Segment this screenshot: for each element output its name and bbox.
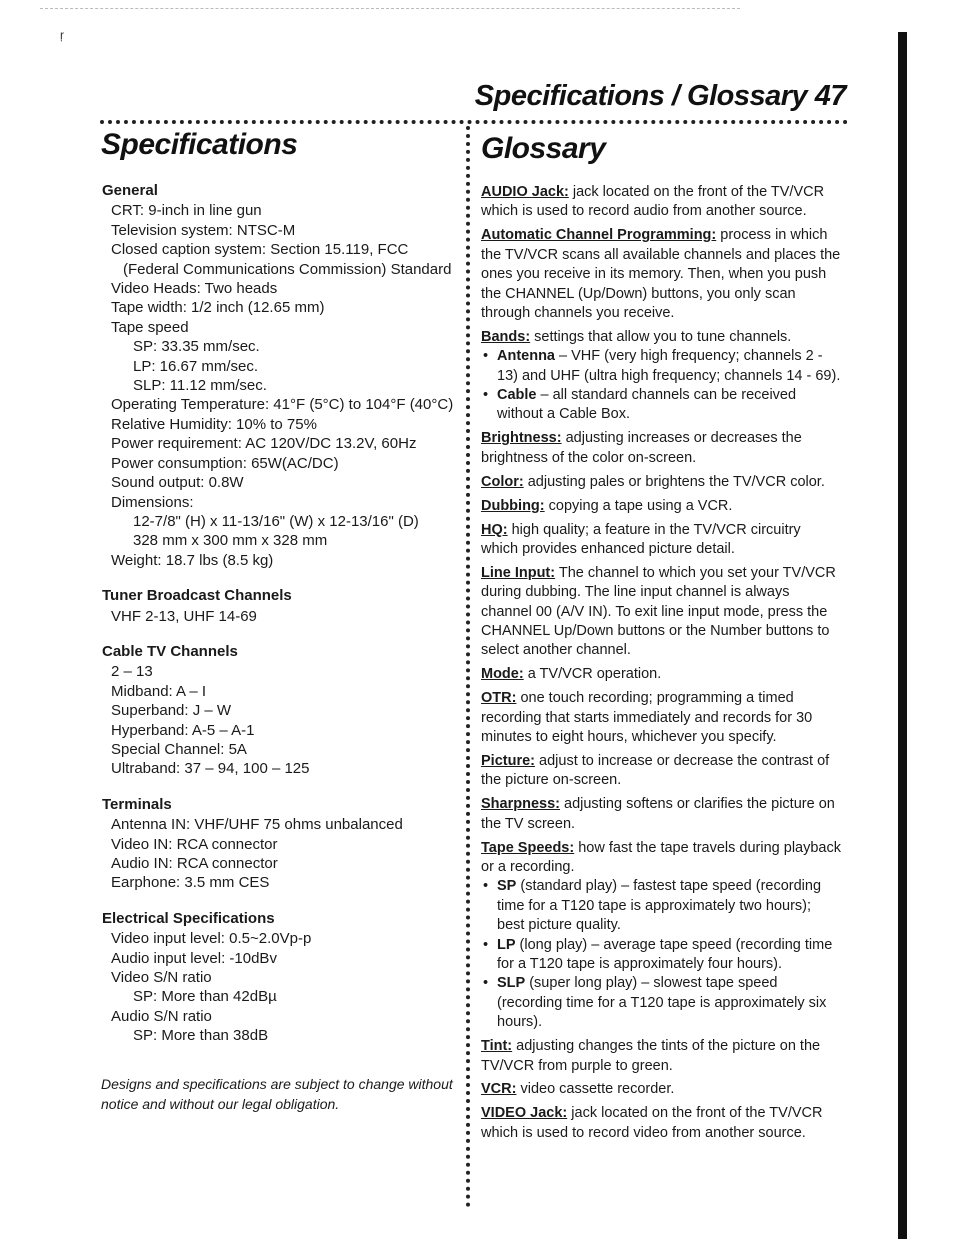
spec-line: SLP: 11.12 mm/sec.	[133, 377, 267, 395]
spec-line: CRT: 9-inch in line gun	[111, 202, 262, 220]
spec-line: Video IN: RCA connector	[111, 835, 278, 853]
spec-line: LP: 16.67 mm/sec.	[133, 357, 259, 375]
spec-line: SP: More than 38dB	[133, 1027, 269, 1045]
glossary-definition: jack located on the front of the TV/VCR which is used to record audio from another source.	[481, 184, 825, 220]
spec-group	[101, 642, 461, 779]
spec-line: Relative Humidity: 10% to 75%	[111, 415, 317, 433]
spec-line: Power consumption: 65W(AC/DC)	[111, 454, 339, 472]
glossary-term: HQ:	[481, 521, 508, 538]
spec-line: Closed caption system: Section 15.119, FCC	[111, 241, 409, 259]
header-dotted-rule	[100, 120, 848, 124]
specifications-disclaimer: Designs and specifications are subject to change without notice and without our legal obligation.	[101, 1076, 453, 1112]
glossary-subitem-text: – VHF (very high frequency; channels 2 - 13) and UHF (ultra high frequency; channels 14 - 69).	[497, 348, 841, 384]
glossary-entry	[481, 1037, 841, 1076]
glossary-subitem	[481, 877, 841, 935]
spec-line: Sound output: 0.8W	[111, 474, 244, 492]
spec-line: Hyperband: A-5 – A-1	[111, 721, 255, 739]
glossary-entry	[481, 473, 841, 492]
glossary-entry	[481, 429, 841, 468]
glossary-subitem-term: SLP	[497, 975, 526, 992]
spec-line: Special Channel: 5A	[111, 740, 247, 758]
spec-line: 12-7/8" (H) x 11-13/16" (W) x 12-13/16" (D)	[133, 512, 419, 530]
page-header-title: Specifications / Glossary 47	[474, 80, 846, 112]
spec-group-heading: Tuner Broadcast Channels	[102, 587, 292, 605]
glossary-subitem	[481, 936, 841, 975]
glossary-entry	[481, 689, 841, 747]
spec-line: Earphone: 3.5 mm CES	[111, 874, 270, 892]
glossary-subitem-text: (super long play) – slowest tape speed (recording time for a T120 tape is approximately six hours).	[497, 975, 827, 1031]
specifications-column	[101, 181, 461, 1062]
glossary-definition: copying a tape using a VCR.	[544, 497, 733, 514]
spec-line: 328 mm x 300 mm x 328 mm	[133, 532, 328, 550]
spec-line: Superband: J – W	[111, 702, 232, 720]
spec-group	[101, 586, 461, 626]
glossary-definition: The channel to which you set your TV/VCR during dubbing. The line input channel is always channel 00 (A/V IN). To exit line input mode, press the CHANNEL Up/Down buttons or the Number buttons to select another channel.	[481, 564, 836, 659]
glossary-entry	[481, 226, 841, 323]
glossary-entry	[481, 1080, 841, 1099]
spec-group	[101, 909, 461, 1046]
glossary-term: Automatic Channel Programming:	[481, 227, 717, 244]
glossary-entry	[481, 564, 841, 661]
spec-line: Tape width: 1/2 inch (12.65 mm)	[111, 299, 325, 317]
glossary-term: Line Input:	[481, 564, 556, 581]
glossary-subitem-term: Antenna	[497, 348, 555, 365]
glossary-title: Glossary	[481, 132, 606, 165]
spec-line: Audio input level: -10dBv	[111, 949, 277, 967]
glossary-entry	[481, 328, 841, 425]
glossary-sublist	[481, 877, 841, 1032]
spec-line: (Federal Communications Commission) Standard	[123, 260, 452, 278]
spec-line: Power requirement: AC 120V/DC 13.2V, 60Hz	[111, 435, 417, 453]
spec-line: Tape speed	[111, 318, 189, 336]
glossary-definition: high quality; a feature in the TV/VCR circuitry which provides enhanced picture detail.	[481, 521, 801, 557]
glossary-subitem-text: (long play) – average tape speed (recording time for a T120 tape is approximately four hours).	[497, 936, 833, 973]
glossary-entry	[481, 1104, 841, 1143]
spec-line: Midband: A – I	[111, 682, 207, 700]
glossary-subitem	[481, 386, 841, 425]
glossary-definition: jack located on the front of the TV/VCR which is used to record video from another source.	[481, 1105, 823, 1141]
spec-line: Video S/N ratio	[111, 969, 212, 987]
glossary-definition: adjusting pales or brightens the TV/VCR color.	[523, 473, 825, 490]
spec-line: Audio IN: RCA connector	[111, 855, 278, 872]
glossary-subitem-term: SP	[497, 878, 517, 895]
spec-line: Antenna IN: VHF/UHF 75 ohms unbalanced	[111, 816, 403, 834]
glossary-term: VIDEO Jack:	[481, 1105, 568, 1122]
spec-group-heading: Terminals	[102, 795, 172, 813]
glossary-definition: a TV/VCR operation.	[523, 666, 662, 683]
spec-group	[101, 795, 461, 893]
glossary-definition: adjust to increase or decrease the contrast of the picture on-screen.	[481, 752, 830, 789]
glossary-definition: one touch recording; programming a timed recording that starts immediately and records for 30 minutes to eight hours, whichever you specify.	[481, 690, 813, 746]
specifications-title: Specifications	[101, 128, 298, 161]
glossary-entry	[481, 497, 841, 516]
glossary-term: Picture:	[481, 752, 535, 769]
page-edge-bar	[898, 32, 907, 1239]
glossary-subitem-text: – all standard channels can be received without a Cable Box.	[497, 387, 797, 423]
glossary-term: Dubbing:	[481, 497, 545, 514]
glossary-definition: adjusting increases or decreases the brightness of the color on-screen.	[481, 430, 802, 466]
column-dotted-divider	[466, 126, 470, 1208]
spec-group	[101, 181, 461, 570]
spec-line: 2 – 13	[111, 663, 153, 681]
spec-group-heading: Cable TV Channels	[102, 642, 238, 660]
spec-group-heading: Electrical Specifications	[102, 909, 275, 927]
glossary-subitem-term: LP	[497, 936, 516, 953]
glossary-term: Tape Speeds:	[481, 839, 575, 856]
glossary-term: OTR:	[481, 690, 517, 707]
glossary-term: VCR:	[481, 1081, 517, 1098]
spec-line: Video Heads: Two heads	[111, 280, 278, 298]
glossary-term: Brightness:	[481, 430, 562, 447]
glossary-term: AUDIO Jack:	[481, 184, 569, 200]
spec-line: VHF 2-13, UHF 14-69	[111, 607, 257, 625]
glossary-term: Sharpness:	[481, 796, 560, 813]
scan-artifact-line	[40, 8, 740, 9]
glossary-entry	[481, 183, 841, 222]
glossary-definition: video cassette recorder.	[516, 1081, 675, 1098]
glossary-definition: settings that allow you to tune channels.	[530, 328, 792, 345]
glossary-term: Tint:	[481, 1038, 513, 1055]
glossary-column	[481, 183, 841, 1148]
spec-line: Television system: NTSC-M	[111, 221, 296, 239]
glossary-subitem	[481, 347, 841, 386]
glossary-term: Color:	[481, 473, 524, 490]
glossary-entry	[481, 752, 841, 791]
glossary-term: Bands:	[481, 328, 531, 345]
glossary-entry	[481, 795, 841, 834]
glossary-subitem-text: (standard play) – fastest tape speed (recording time for a T120 tape is approximately two hours); best picture quality.	[497, 878, 822, 934]
glossary-entry	[481, 521, 841, 560]
glossary-definition: process in which the TV/VCR scans all available channels and places the ones you receive in its memory. Then, when you push the CHANNEL (Up/Down) buttons, you only scan through channels you receive.	[481, 227, 841, 321]
glossary-sublist	[481, 347, 841, 425]
glossary-definition: how fast the tape travels during playback or a recording.	[481, 839, 841, 875]
margin-mark: ŗ	[60, 28, 64, 42]
glossary-entry	[481, 665, 841, 684]
spec-line: Dimensions:	[111, 493, 194, 511]
glossary-definition: adjusting changes the tints of the picture on the TV/VCR from purple to green.	[481, 1038, 821, 1074]
glossary-definition: adjusting softens or clarifies the picture on the TV screen.	[481, 796, 835, 832]
spec-line: Weight: 18.7 lbs (8.5 kg)	[111, 551, 274, 569]
spec-group-heading: General	[102, 182, 158, 199]
spec-line: Operating Temperature: 41°F (5°C) to 104°F (40°C)	[111, 396, 454, 414]
spec-line: Audio S/N ratio	[111, 1007, 212, 1025]
spec-line: SP: More than 42dBµ	[133, 988, 277, 1006]
glossary-subitem	[481, 974, 841, 1032]
glossary-subitem-term: Cable	[497, 387, 537, 404]
spec-line: Ultraband: 37 – 94, 100 – 125	[111, 760, 310, 778]
spec-line: SP: 33.35 mm/sec.	[133, 338, 260, 356]
spec-line: Video input level: 0.5~2.0Vp-p	[111, 930, 312, 948]
glossary-term: Mode:	[481, 666, 524, 683]
glossary-entry	[481, 839, 841, 1033]
